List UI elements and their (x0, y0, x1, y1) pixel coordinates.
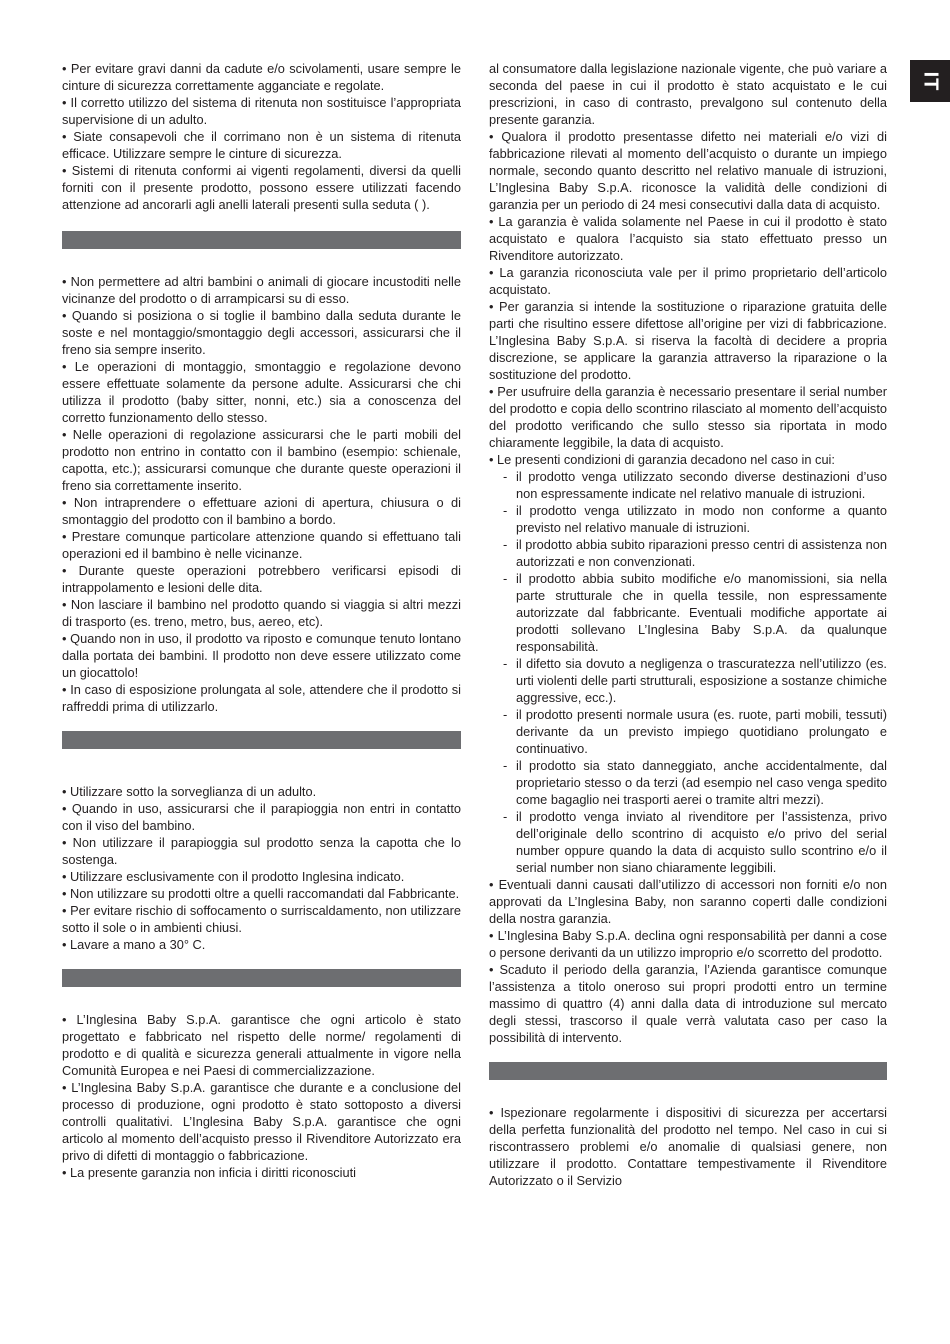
paragraph: • Le presenti condizioni di garanzia decadono nel caso in cui: (489, 452, 835, 467)
paragraph: al consumatore dalla legislazione nazionale vigente, che può variare a seconda del paese in cui il prodotto è stato acquistato e le cui prescrizioni, in caso di contrasto, prevalgono sul contenuto della presente garanzia. (489, 61, 887, 127)
paragraph: • Non utilizzare il parapioggia sul prodotto senza la capotta che lo sostenga. (62, 835, 461, 867)
list-item: - il prodotto venga utilizzato secondo diverse destinazioni d’uso non espressamente indicate nel relativo manuale di istruzioni. (489, 468, 887, 502)
section-header-bar (489, 1062, 887, 1080)
paragraph: • La garanzia riconosciuta vale per il primo proprietario dell’articolo acquistato. (489, 265, 887, 297)
paragraph: • Lavare a mano a 30° C. (62, 937, 206, 952)
list-item: - il prodotto venga inviato al rivenditore per l’assistenza, privo dell’originale dello scontrino di acquisto e/o privo del serial number oppure quando la data di acquisto sullo scontrino e/o il serial number non siano chiaramente leggibili. (489, 808, 887, 876)
paragraph: • Utilizzare sotto la sorveglianza di un adulto. (62, 784, 317, 799)
paragraph: • Durante queste operazioni potrebbero verificarsi episodi di intrappolamento e lesioni delle dita. (62, 563, 461, 595)
paragraph: • Non lasciare il bambino nel prodotto quando si viaggia si altri mezzi di trasporto (es. treno, metro, bus, aereo, etc). (62, 597, 461, 629)
list-item: - il difetto sia dovuto a negligenza o trascuratezza nell’utilizzo (es. urti violenti delle parti strutturali, esposizione a sostanze chimiche aggressive, ecc.). (489, 655, 887, 706)
right-column (489, 60, 887, 1189)
paragraph: • Siate consapevoli che il corrimano non è un sistema di ritenuta efficace. Utilizzare sempre le cinture di sicurezza. (62, 129, 461, 161)
paragraph: • Per evitare gravi danni da cadute e/o scivolamenti, usare sempre le cinture di sicurezza correttamente agganciate e regolate. (62, 61, 461, 93)
paragraph: • Non intraprendere o effettuare azioni di apertura, chiusura o di smontaggio del prodotto con il bambino a bordo. (62, 495, 461, 527)
paragraph: • Sistemi di ritenuta conformi ai vigenti regolamenti, diversi da quelli forniti con il presente prodotto, possono essere utilizzati facendo attenzione ad ancorarli agli anelli laterali presenti sulla seduta ( ). (62, 163, 461, 212)
section-header-bar (62, 231, 461, 249)
paragraph: • La presente garanzia non inficia i diritti riconosciuti (62, 1165, 356, 1180)
language-tab-label: IT (919, 71, 942, 91)
paragraph: • Utilizzare esclusivamente con il prodotto Inglesina indicato. (62, 869, 405, 884)
paragraph: • Non utilizzare su prodotti oltre a quelli raccomandati dal Fabbricante. (62, 886, 460, 901)
section-header-bar (62, 731, 461, 749)
language-tab (910, 60, 950, 102)
paragraph: • Per evitare rischio di soffocamento o surriscaldamento, non utilizzare sotto il sole o in ambienti chiusi. (62, 903, 461, 935)
paragraph: • L’Inglesina Baby S.p.A. declina ogni responsabilità per danni a cose o persone derivanti da un utilizzo improprio e/o scorretto del prodotto. (489, 928, 887, 960)
paragraph: • La garanzia è valida solamente nel Paese in cui il prodotto è stato acquistato e qualora l’acquisto sia stato effettuato presso un Rivenditore autorizzato. (489, 214, 887, 263)
paragraph: • Prestare comunque particolare attenzione quando si effettuano tali operazioni ed il bambino è nelle vicinanze. (62, 529, 461, 561)
paragraph: • L’Inglesina Baby S.p.A. garantisce che durante e a conclusione del processo di produzione, ogni prodotto è stato sottoposto a diversi controlli qualitativi. L’Inglesina Baby S.p.A. garantisce che ogni articolo al momento dell’acquisto presso il Rivenditore Autorizzato era privo di difetti di montaggio o fabbricazione. (62, 1080, 461, 1163)
paragraph: • Ispezionare regolarmente i dispositivi di sicurezza per accertarsi della perfetta funzionalità del prodotto nel tempo. Nel caso in cui si riscontrassero problemi e/o anomalie di qualsiasi genere, non utilizzare il prodotto. Contattare tempestivamente il Rivenditore Autorizzato o il Servizio (489, 1105, 887, 1188)
list-item: - il prodotto sia stato danneggiato, anche accidentalmente, dal proprietario stesso o da terzi (ad esempio nel caso venga spedito come bagaglio nei trasporti aerei o tramite altri mezzi). (489, 757, 887, 808)
paragraph: • L’Inglesina Baby S.p.A. garantisce che ogni articolo è stato progettato e fabbricato nel rispetto delle norme/ regolamenti di prodotto e di qualità e sicurezza generali attualmente in vigore nella Comunità Europea e nei Paesi di commercializzazione. (62, 1012, 461, 1078)
paragraph: • Il corretto utilizzo del sistema di ritenuta non sostituisce l’appropriata supervisione di un adulto. (62, 95, 461, 127)
paragraph: • Quando si posiziona o si toglie il bambino dalla seduta durante le soste e nel montaggio/smontaggio degli accessori, assicurarsi che il freno sia sempre inserito. (62, 308, 461, 357)
list-item: - il prodotto abbia subito riparazioni presso centri di assistenza non autorizzati e non convenzionati. (489, 536, 887, 570)
paragraph: • Non permettere ad altri bambini o animali di giocare incustoditi nelle vicinanze del prodotto o di arrampicarsi su di esso. (62, 274, 461, 306)
paragraph: • Quando non in uso, il prodotto va riposto e comunque tenuto lontano dalla portata dei bambini. Il prodotto non deve essere utilizzato come un giocattolo! (62, 631, 461, 680)
paragraph: • Per garanzia si intende la sostituzione o riparazione gratuita delle parti che risultino essere difettose all’origine per vizi di fabbricazione. L’Inglesina Baby S.p.A. si riserva la facoltà di decidere a propria discrezione, se applicare la garanzia attraverso la riparazione o la sostituzione del prodotto. (489, 299, 887, 382)
paragraph: • Eventuali danni causati dall’utilizzo di accessori non forniti e/o non approvati da L’Inglesina Baby, non saranno coperti dalle condizioni della nostra garanzia. (489, 877, 887, 926)
list-item: - il prodotto presenti normale usura (es. ruote, parti mobili, tessuti) derivante da un previsto impiego quotidiano prolungato e continuativo. (489, 706, 887, 757)
list-item: - il prodotto abbia subito modifiche e/o manomissioni, sia nella parte strutturale che in quella tessile, non espressamente autorizzate dal fabbricante. Eventuali modifiche apportate ai prodotti sollevano L’Inglesina Baby S.p.A. da qualunque responsabilità. (489, 570, 887, 655)
paragraph: • Nelle operazioni di regolazione assicurarsi che le parti mobili del prodotto non entrino in contatto con il bambino (esempio: schienale, capotta, etc.); assicurarsi comunque che durante queste operazioni il freno sia correttamente inserito. (62, 427, 461, 493)
paragraph: • Quando in uso, assicurarsi che il parapioggia non entri in contatto con il viso del bambino. (62, 801, 461, 833)
paragraph: • Scaduto il periodo della garanzia, l’Azienda garantisce comunque l’assistenza a titolo oneroso sui propri prodotti entro un termine massimo di quattro (4) anni dalla data di introduzione sul mercato degli stessi, trascorso il quale verrà valutata caso per caso la possibilità di intervento. (489, 962, 887, 1045)
section-header-bar (62, 969, 461, 987)
paragraph: • Per usufruire della garanzia è necessario presentare il serial number del prodotto e copia dello scontrino rilasciato al momento dell’acquisto del prodotto verificando che sullo stesso sia riportata in modo chiaramente leggibile, la data di acquisto. (489, 384, 887, 450)
paragraph: • Le operazioni di montaggio, smontaggio e regolazione devono essere effettuate solamente da persone adulte. Assicurarsi che chi utilizza il prodotto (baby sitter, nonni, etc.) sia a conoscenza del corretto funzionamento dello stesso. (62, 359, 461, 425)
list-item: - il prodotto venga utilizzato in modo non conforme a quanto previsto nel relativo manuale di istruzioni. (489, 502, 887, 536)
paragraph: • Qualora il prodotto presentasse difetto nei materiali e/o vizi di fabbricazione rilevati al momento dell’acquisto o durante un impiego normale, secondo quanto descritto nel relativo manuale di istruzioni, L’Inglesina Baby S.p.A. riconosce la validità delle condizioni di garanzia per un periodo di 24 mesi consecutivi dalla data di acquisto. (489, 129, 887, 212)
paragraph: • In caso di esposizione prolungata al sole, attendere che il prodotto si raffreddi prima di utilizzarlo. (62, 682, 461, 714)
left-column (62, 60, 461, 1181)
